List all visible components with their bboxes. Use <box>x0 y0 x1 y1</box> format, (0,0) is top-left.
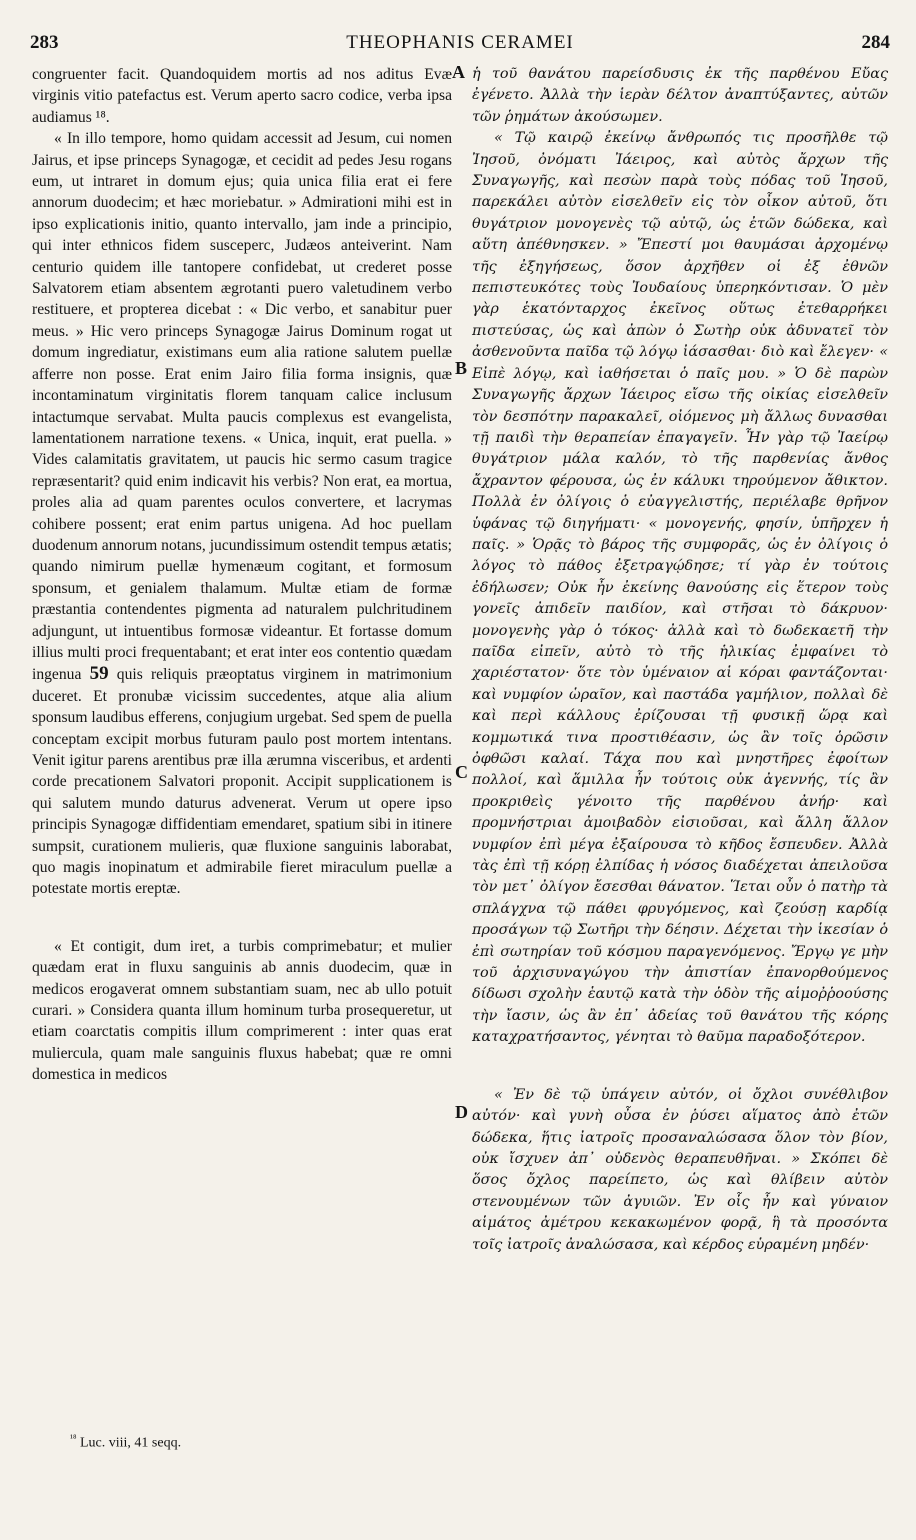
page-number-right: 284 <box>861 32 890 53</box>
section-marker-d: D <box>455 1102 468 1122</box>
latin-paragraph-2-part-a: « In illo tempore, homo quidam accessit ad Jesum, cui nomen Jairus, et ipse princeps Synagogæ, et cecidit ad pedes Jesu rogans eum, ut intraret in domum ejus; quia unica filia erat ei fere annorum duodecim; et hæc moriebatur. » Admirationi mihi est in ipso explicationis initio, quanto intervallo, jam inde a principio, qui inter ethnicos fidem susceperc, Judæos anteiverint. Nam centurio quidem ille tantopere confidebat, ut crederet posse Salvatorem etiam absentem ægrotanti puero valetudinem verbo restituere, et propterea dicebat : « Dic verbo, et sanabitur puer meus. » Hic vero princeps Synagogæ Jairus Dominum rogat ut domum ingrediatur, existimans eum alia ratione salutem puellæ afferre non posse. Erat enim Jairo filia forma insignis, quæ incontaminatum virginitatis florem tanquam calice inclusum intactumque servabat. Multa paucis complexus est evangelista, lamentationem narratione texens. « Unica, inquit, erat puella. » Vides calamitatis gravitatem, ut paucis hic sermo casum tragice repræsentarit? quid enim indicavit his verbis? Non erat, ea mortua, proles alia ad quam parentes oculos convertere, et lacrymas cohibere possent; erat enim partus unigena. Ad hoc puellam duodenum annorum notans, jucundissimum ostendit tempus ætatis; quando nimirum puellæ hymenæum cogitant, et formosum sponsum, et genialem thalamum. Multæ etiam de formæ præstantia contendentes pigmenta ad naturalem pulchritudinem adjungunt, ut intuentibus formosæ videantur. Et fortasse domum illius multi proci frequentabant; et erat inter eos contentio quædam ingenua <box>32 130 452 684</box>
greek-paragraph-3: « Ἐν δὲ τῷ ὑπάγειν αὐτόν, οἱ ὄχλοι συνέθλιβον αὐτόν· καὶ γυνὴ οὖσα ἐν ῥύσει αἵματος ἀπὸ ἐτῶν δώδεκα, ἥτις ἰατροῖς προσαναλώσασα ὅλον τὸν βίον, οὐκ ἴσχυεν ἀπ᾽ οὐδενὸς θεραπευθῆναι. » Σκόπει δὲ ὅσος ὄχλος παρείπετο, ὡς καὶ θλίβειν αὐτὸν στενουμένων τῶν ἀγυιῶν. Ἐν οἷς ἦν καὶ γύναιον αἱμάτος ἀμέτρου κεκακωμένον φορᾷ, ἣ τὰ προσόντα τοῖς ἰατροῖς ἀναλώσασα, καὶ κέρδος εὑραμένη μηδέν· <box>472 1086 888 1253</box>
latin-column <box>32 64 452 1086</box>
footnote-mark: ¹⁸ <box>70 1433 77 1444</box>
section-marker-a: A <box>452 62 465 82</box>
footnote-text: Luc. viii, 41 seqq. <box>79 1435 182 1451</box>
latin-paragraph-2-part-b: quis reliquis præoptatus virginem in matrimonium duceret. Et pronubæ vicissim succedentes, atque alia alium sponsum laudibus efferens, conjugium urgebat. Sed spem de puella conceptam excipit morbus futuram paulo post mortem intentans. Venit igitur parens arentibus præ illa ærumna visceribus, et ardenti corde precationem Salvatori proponit. Accipit supplicationem is qui salutem mundo daturus advenerat. Verum ut opere ipso principis Synagogæ diffidentiam emendaret, spatium sibi in itinere sumpsit, curationem mulieris, quæ fluxione sanguinis laborabat, quo magis inopinatum et admirabile fieret miraculum puellæ a potestate mortis ereptæ. <box>32 666 452 898</box>
page-number-left: 283 <box>30 32 59 53</box>
greek-column <box>472 64 888 1256</box>
latin-paragraph-3: « Et contigit, dum iret, a turbis comprimebatur; et mulier quædam erat in fluxu sanguinis ab annis duodecim, quæ in medicos erogaverat omnem substantiam suam, nec ab ullo potuit curari. » Considera quanta illum hominum turba prosequeretur, ut etiam coarctatis compitis illum comprimerent : inter quas erat muliercula, quam male sanguinis fluxus habebat; quæ re omni domestica in medicos <box>32 937 452 1084</box>
column-number: 59 <box>89 663 109 685</box>
footnote <box>70 1433 181 1452</box>
greek-paragraph-1: ἡ τοῦ θανάτου παρείσδυσις ἐκ τῆς παρθένου Εὔας ἐγένετο. Ἀλλὰ τὴν ἱερὰν δέλτον ἀναπτύξαντες, αὐτῶν τῶν ῥημάτων ἀκούσωμεν. <box>472 66 888 125</box>
running-title: THEOPHANIS CERAMEI <box>346 32 574 53</box>
greek-paragraph-2: « Τῷ καιρῷ ἐκείνῳ ἄνθρωπός τις προσῆλθε τῷ Ἰησοῦ, ὀνόματι Ἰάειρος, καὶ αὐτὸς ἄρχων τῆς Συναγωγῆς, καὶ πεσὼν παρὰ τοὺς πόδας τοῦ Ἰησοῦ, παρεκάλει αὐτὸν εἰσελθεῖν εἰς τὸν οἶκον αὐτοῦ, ὅτι θυγάτριον μονογενὲς τῷ αὐτῷ, ὡς ἐτῶν δώδεκα, καὶ αὕτη ἀπέθνησκεν. » Ἔπεστί μοι θαυμάσαι ἀρχομένῳ τῆς ἐξηγήσεως, ὅσον ἀρχῆθεν οἱ ἐξ ἐθνῶν πεπιστευκότες τοὺς Ἰουδαίους ὑπερηκόντισαν. Ὁ μὲν γὰρ ἑκατόνταρχος ἐκεῖνος οὕτως ἐτεθαρρήκει πιστεύσας, ὡς καὶ ἀπὼν ὁ Σωτὴρ οὐκ ἀδυνατεῖ τὸν ἀσθενοῦντα παῖδα τῷ λόγῳ ἰάσασθαι· διὸ καὶ ἔλεγεν· « Εἰπὲ λόγῳ, καὶ ἰαθήσεται ὁ παῖς μου. » Ὁ δὲ παρὼν Συναγωγῆς ἄρχων Ἰάειρος εἴσω τῆς οἰκίας εἰσελθεῖν τὸν δεσπότην παρακαλεῖ, οἰόμενος μὴ ἄλλως δυνασθαι τῇ παιδὶ τὴν θεραπείαν ἐπαγαγεῖν. Ἦν γὰρ τῷ Ἰαείρῳ θυγάτριον μάλα καλόν, τὸ τῆς παρθενίας ἄνθος ἄχραντον φέρουσα, ὡς ἐν κάλυκι τηρούμενον ἄθικτον. Πολλὰ ἐν ὀλίγοις ὁ εὐαγγελιστής, περιέλαβε θρῆνον ὑφάνας τῷ διηγήματι· « μονογενής, φησίν, ὑπῆρχεν ἡ παῖς. » Ὁρᾷς τὸ βάρος τῆς συμφορᾶς, ὡς ἐν ὀλίγοις ὁ λόγος τὸ πάθος ἐξετραγῴδησε; τί γὰρ ἐν τούτοις ἐδήλωσεν; Οὐκ ἦν ἐκείνης θανούσης εἰς ἕτερον τοὺς γονεῖς ἀπιδεῖν παιδίον, καὶ στῆσαι τὸ δάκρυον· μονογενὴς γὰρ ὁ τόκος· ἀλλὰ καὶ τὸ δωδεκαετῆ τὴν παῖδα εἰπεῖν, αὐτὸ τὸ τῆς ἡλικίας ἐμφαίνει τὸ χαριέστατον· ὅτε τὸν ὑμέναιον αἱ κόραι φαντάζονται· καὶ νυμφίον ὡραῖον, καὶ παστάδα γαμήλιον, πολλαὶ δὲ καὶ περὶ κάλλους ἐρίζουσαι τῇ φυσικῇ ὥρᾳ καὶ κομμωτικά τινα προστιθέασιν, ὡς ἂν τοῖς ὁρῶσιν ὀφθῶσι καλαί. Τάχα που καὶ μνηστῆρες ἐφοίτων πολλοί, καὶ ἅμιλλα ἦν τούτοις οὐκ ἀγεννής, τίς ἂν προκριθεὶς γένοιτο τῆς παρθένου ἀνήρ· καὶ προμνήστριαι ἀμοιβαδὸν εἰσιοῦσαι, καὶ ἄλλη ἄλλον νυμφίον ἐπὶ μέγα ἐξαίρουσα τὸ κῆδος ἔσπευδεν. Ἀλλὰ τὰς ἐπὶ τῇ κόρῃ ἐλπίδας ἡ νόσος διαδέχεται ἀπειλοῦσα τὸν μετ᾽ ὀλίγον ἔσεσθαι θάνατον. Ἵεται οὖν ὁ πατὴρ τὰ σπλάγχνα τῷ πάθει φρυγόμενος, καὶ ζεούσῃ καρδίᾳ προσάγων τῷ Σωτῆρι τὴν δέησιν. Δέχεται τὴν ἱκεσίαν ὁ ἐπὶ σωτηρίαν τοῦ κόσμου παραγενόμενος. Ἔργῳ γε μὴν τοῦ ἀρχισυναγώγου τὴν ἀπιστίαν ἐπανορθούμενος δίδωσι σχολὴν ἑαυτῷ κατὰ τὴν ὁδὸν τῆς αἱμοῤῥοούσης τὴν ἴασιν, ὡς ἂν ἐπ᾽ ἀδείας τοῦ θανάτου τῆς κόρης καταχρατήσαντος, γένηται τὸ θαῦμα παραδοξότερον. <box>472 130 888 1046</box>
section-marker-c: C <box>455 762 468 782</box>
latin-paragraph-1: congruenter facit. Quandoquidem mortis ad nos aditus Evæ virginis vitio patefactus est. Verum aperto sacro codice, verba ipsa audiamus ¹⁸. <box>32 66 452 126</box>
section-marker-b: B <box>455 358 468 378</box>
latin-paragraph-2 <box>32 128 452 900</box>
running-header <box>30 32 890 56</box>
